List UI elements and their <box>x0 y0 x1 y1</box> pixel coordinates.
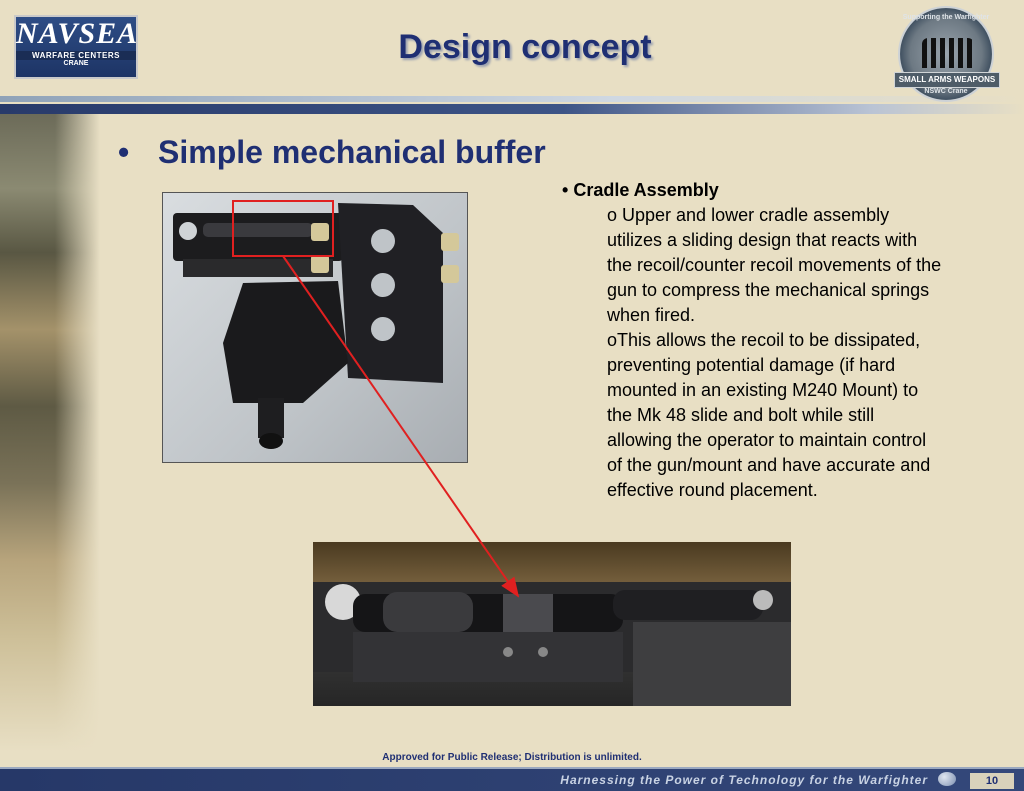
logo-line1: WARFARE CENTERS <box>16 51 136 60</box>
bullet-marker: • <box>118 134 130 170</box>
sub-heading: Cradle Assembly <box>573 180 719 200</box>
sub-bullet-marker: • <box>562 180 569 200</box>
logo-main-text: NAVSEA <box>16 17 139 50</box>
slide-title: Design concept <box>398 28 652 66</box>
paragraph-1: o Upper and lower cradle assembly utilizes a sliding design that reacts with the recoil/counter recoil movements of the gun to compress the mechanical springs when fired. <box>607 205 942 325</box>
seal-band-text: SMALL ARMS WEAPONS <box>894 72 1000 88</box>
seal-top-text: Supporting the Warfighter <box>902 14 990 21</box>
logo-line2: CRANE <box>63 60 89 67</box>
page-number: 10 <box>970 773 1014 789</box>
paragraph-2: oThis allows the recoil to be dissipated, preventing potential damage (if hard mounted in an existing M240 Mount) to the Mk 48 slide and bolt while still allowing the operator to maintain control of the gun/mount and have accurate and effective round placement. <box>607 330 931 500</box>
footer-bar <box>0 767 1024 791</box>
footer-slogan: Harnessing the Power of Technology for the Warfighter <box>560 773 928 787</box>
callout-arrow <box>283 256 518 596</box>
release-note: Approved for Public Release; Distribution is unlimited. <box>382 752 642 763</box>
globe-icon <box>938 772 956 786</box>
highlight-box <box>233 201 333 256</box>
seal-bottom-text: NSWC Crane <box>924 88 968 95</box>
main-bullet-text: Simple mechanical buffer <box>158 134 546 170</box>
